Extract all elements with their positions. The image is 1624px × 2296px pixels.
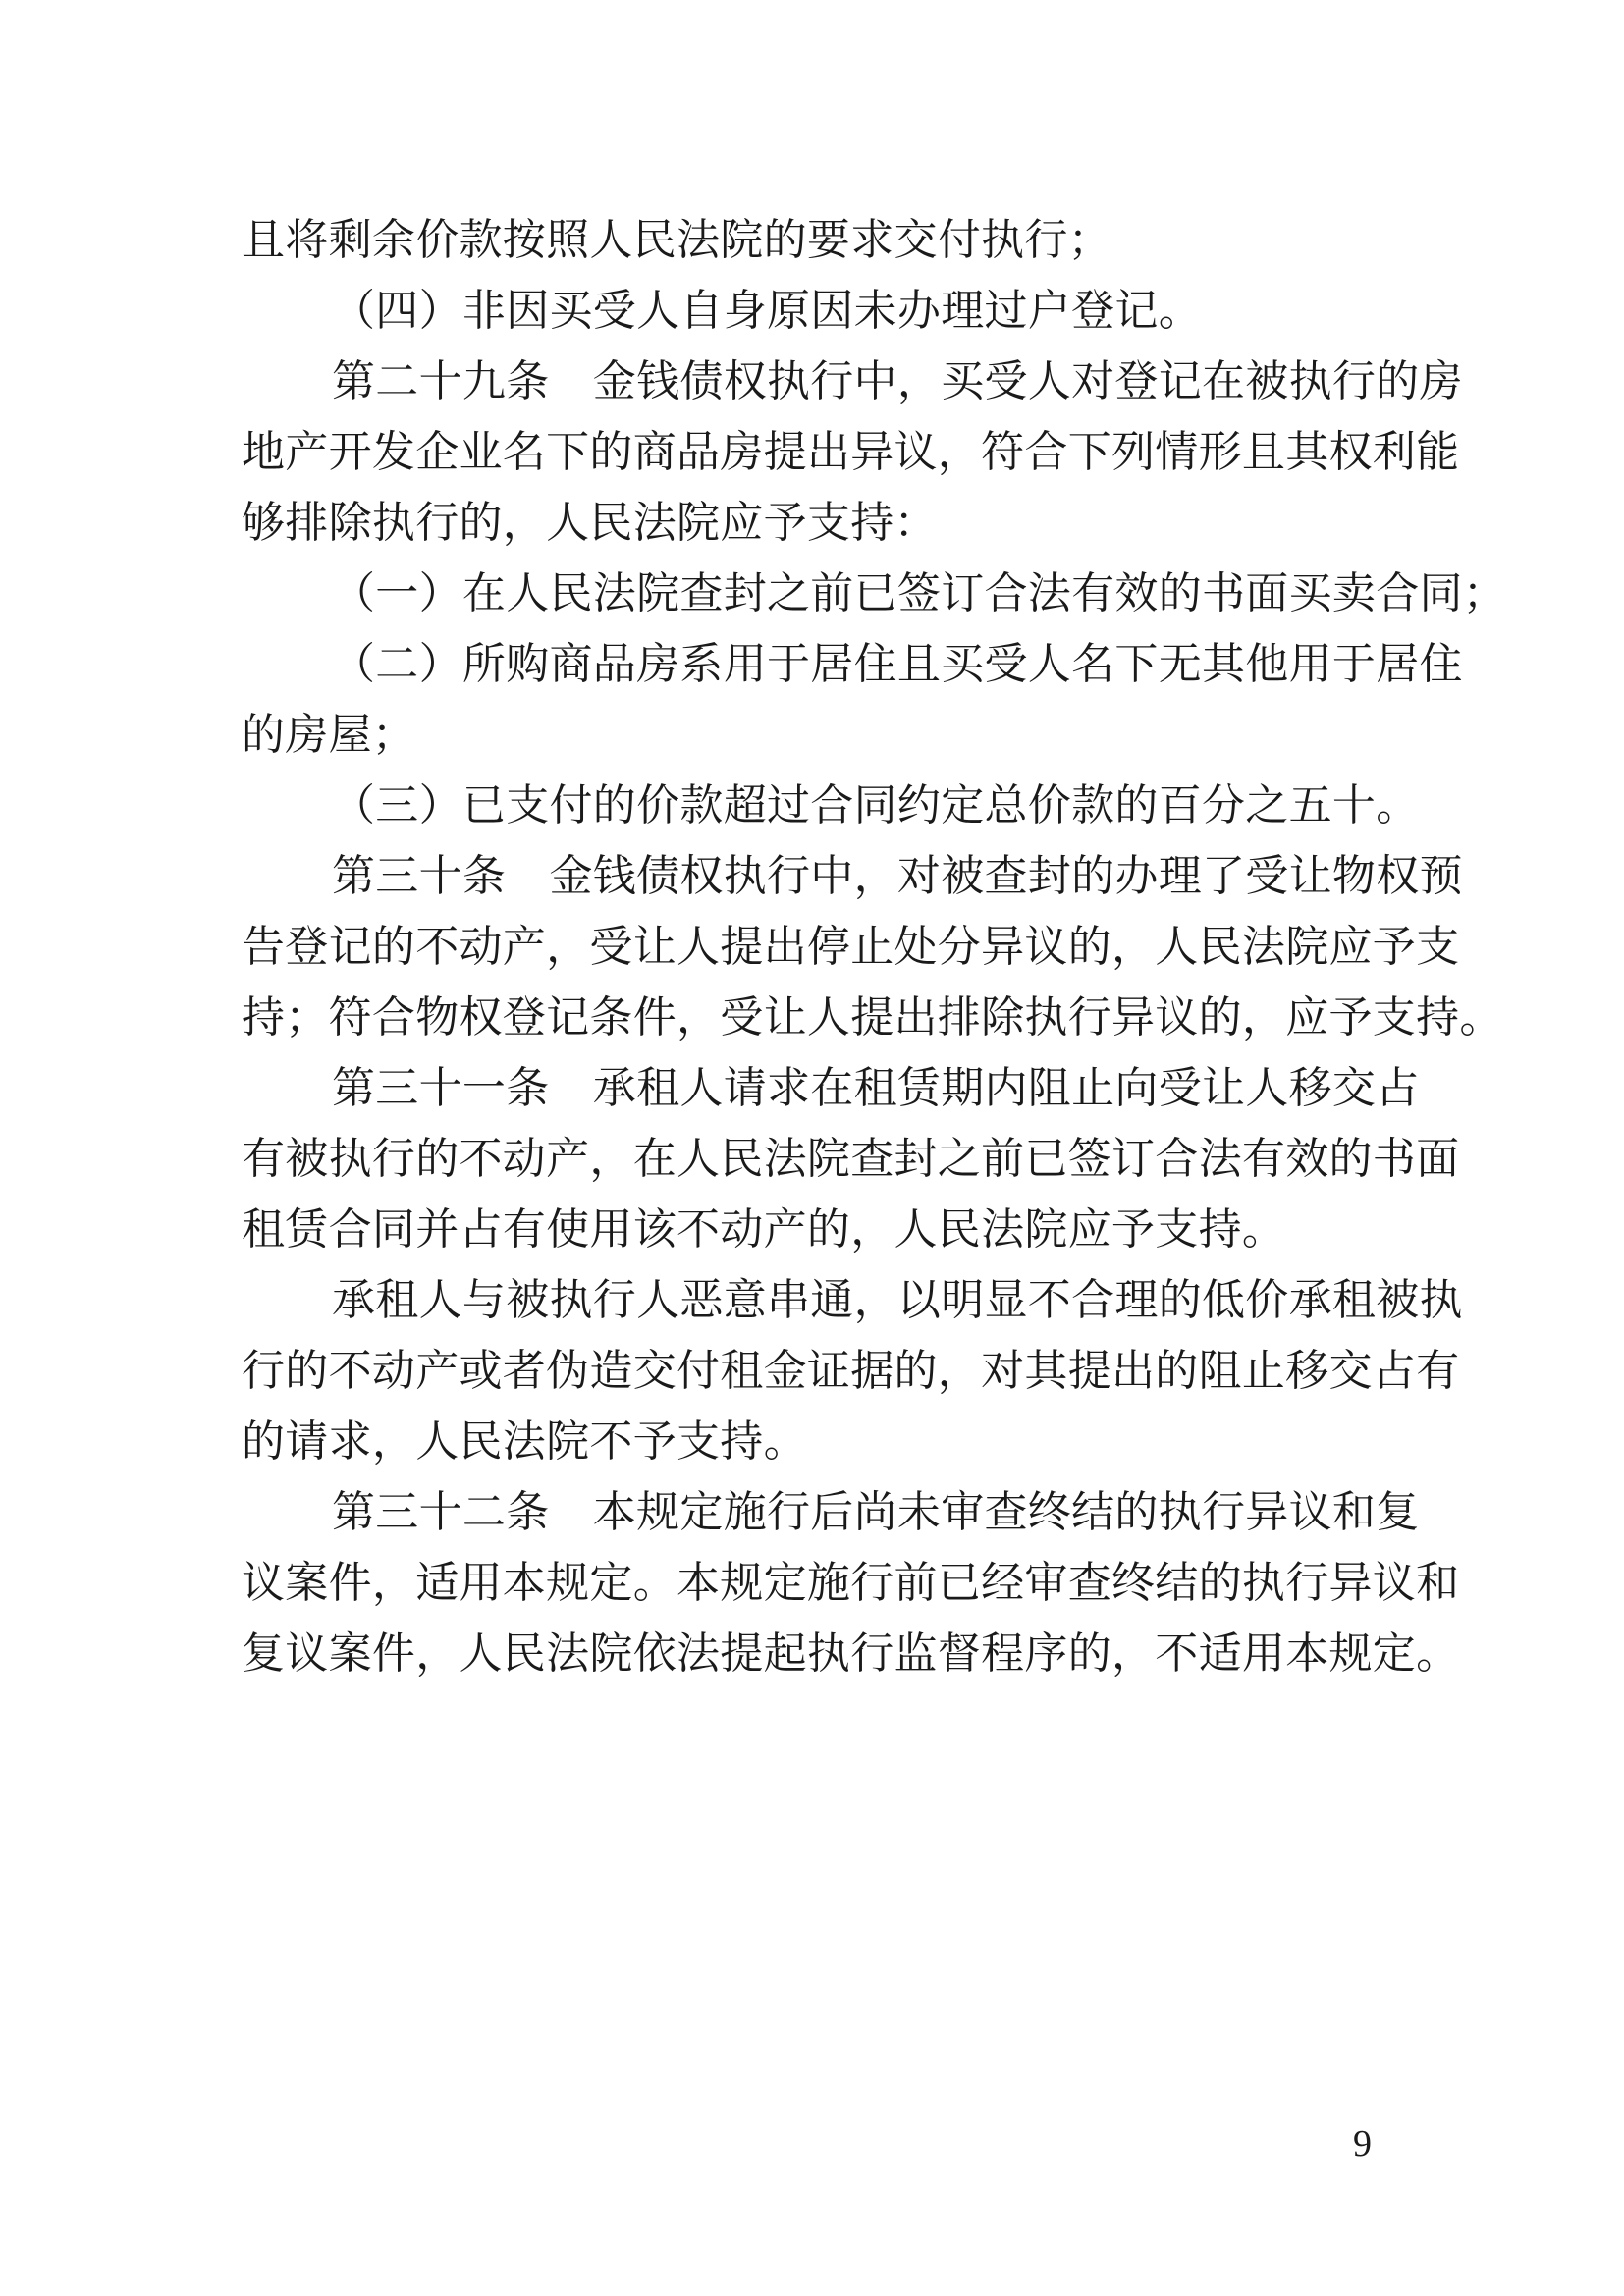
text-line: （四）非因买受人自身原因未办理过户登记。 bbox=[332, 287, 1202, 335]
text-line: 承租人与被执行人恶意串通，以明显不合理的低价承租被执 bbox=[332, 1276, 1463, 1324]
text-line: （一）在人民法院查封之前已签订合法有效的书面买卖合同； bbox=[332, 569, 1507, 617]
text-line: 行的不动产或者伪造交付租金证据的，对其提出的阻止移交占有 bbox=[242, 1347, 1460, 1395]
text-line: 第三十条 金钱债权执行中，对被查封的办理了受让物权预 bbox=[332, 852, 1463, 900]
text-line: 有被执行的不动产，在人民法院查封之前已签订合法有效的书面 bbox=[242, 1135, 1460, 1183]
text-line: 够排除执行的，人民法院应予支持： bbox=[242, 499, 938, 547]
text-line: 第三十一条 承租人请求在租赁期内阻止向受让人移交占 bbox=[332, 1064, 1420, 1112]
text-line: 的请求，人民法院不予支持。 bbox=[242, 1417, 807, 1466]
text-line: （三）已支付的价款超过合同约定总价款的百分之五十。 bbox=[332, 781, 1420, 829]
text-line: 租赁合同并占有使用该不动产的，人民法院应予支持。 bbox=[242, 1205, 1286, 1254]
document-body bbox=[242, 205, 1507, 1689]
text-line: 且将剩余价款按照人民法院的要求交付执行； bbox=[242, 216, 1111, 264]
text-line: 第二十九条 金钱债权执行中，买受人对登记在被执行的房 bbox=[332, 357, 1463, 405]
text-line: 议案件，适用本规定。本规定施行前已经审查终结的执行异议和 bbox=[242, 1559, 1460, 1607]
text-line: 的房屋； bbox=[242, 711, 416, 759]
text-line: （二）所购商品房系用于居住且买受人名下无其他用于居住 bbox=[332, 640, 1463, 688]
text-line: 第三十二条 本规定施行后尚未审查终结的执行异议和复 bbox=[332, 1488, 1420, 1536]
text-line: 告登记的不动产，受让人提出停止处分异议的，人民法院应予支 bbox=[242, 923, 1460, 971]
text-line: 地产开发企业名下的商品房提出异议，符合下列情形且其权利能 bbox=[242, 428, 1460, 476]
text-line: 持；符合物权登记条件，受让人提出排除执行异议的，应予支持。 bbox=[242, 993, 1503, 1041]
page-number: 9 bbox=[1353, 2123, 1372, 2164]
text-line: 复议案件，人民法院依法提起执行监督程序的，不适用本规定。 bbox=[242, 1629, 1460, 1678]
